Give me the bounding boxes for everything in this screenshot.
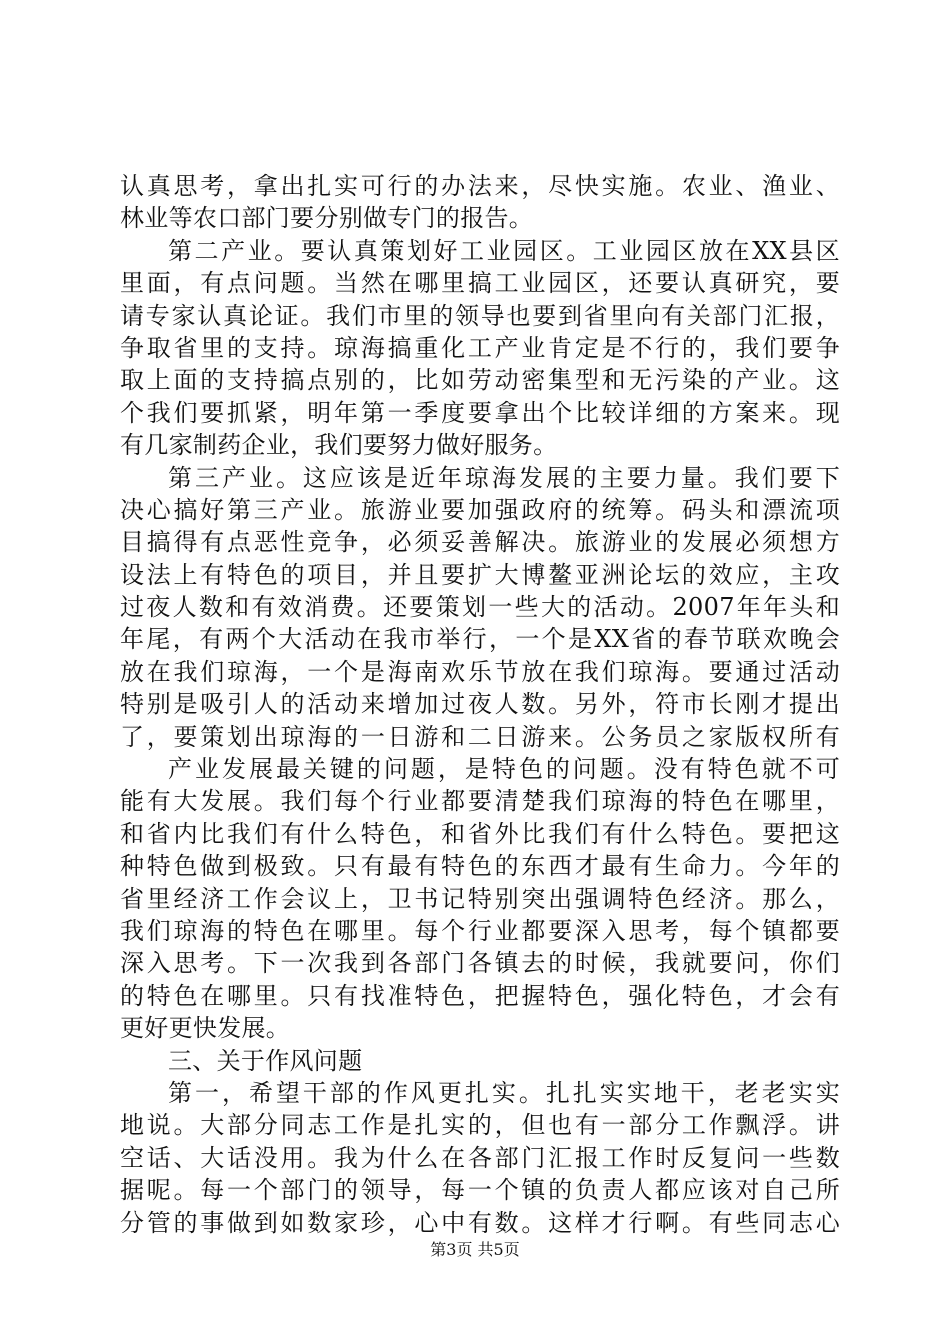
text-line: 能有大发展。我们每个行业都要清楚我们琼海的特色在哪里， bbox=[120, 787, 840, 816]
text-line: 和省内比我们有什么特色，和省外比我们有什么特色。要把这 bbox=[120, 819, 840, 848]
text-line: 省里经济工作会议上，卫书记特别突出强调特色经济。那么， bbox=[120, 884, 840, 913]
text-line: 第二产业。要认真策划好工业园区。工业园区放在XX县区 bbox=[168, 236, 840, 265]
text-line: 地说。大部分同志工作是扎实的，但也有一部分工作飘浮。讲 bbox=[120, 1111, 840, 1140]
text-line: 第一，希望干部的作风更扎实。扎扎实实地干，老老实实 bbox=[168, 1078, 840, 1107]
text-line: 请专家认真论证。我们市里的领导也要到省里向有关部门汇报， bbox=[120, 301, 840, 330]
text-line: 种特色做到极致。只有最有特色的东西才最有生命力。今年的 bbox=[120, 852, 840, 881]
text-line: 有几家制药企业，我们要努力做好服务。 bbox=[120, 431, 558, 460]
text-line: 目搞得有点恶性竞争，必须妥善解决。旅游业的发展必须想方 bbox=[120, 528, 840, 557]
text-line: 分管的事做到如数家珍，心中有数。这样才行啊。有些同志心 bbox=[120, 1208, 840, 1237]
text-line: 争取省里的支持。琼海搞重化工产业肯定是不行的，我们要争 bbox=[120, 333, 840, 362]
text-line: 空话、大话没用。我为什么在各部门汇报工作时反复问一些数 bbox=[120, 1143, 840, 1172]
text-line: 更好更快发展。 bbox=[120, 1014, 291, 1043]
text-line: 里面，有点问题。当然在哪里搞工业园区，还要认真研究，要 bbox=[120, 269, 840, 298]
text-line: 放在我们琼海，一个是海南欢乐节放在我们琼海。要通过活动 bbox=[120, 657, 840, 686]
text-line: 三、关于作风问题 bbox=[168, 1046, 363, 1075]
text-line: 过夜人数和有效消费。还要策划一些大的活动。2007年年头和 bbox=[120, 593, 840, 622]
text-line: 决心搞好第三产业。旅游业要加强政府的统筹。码头和漂流项 bbox=[120, 495, 840, 524]
text-line: 设法上有特色的项目，并且要扩大博鳌亚洲论坛的效应，主攻 bbox=[120, 560, 840, 589]
text-line: 我们琼海的特色在哪里。每个行业都要深入思考，每个镇都要 bbox=[120, 916, 840, 945]
text-line: 第三产业。这应该是近年琼海发展的主要力量。我们要下 bbox=[168, 463, 840, 492]
text-line: 个我们要抓紧，明年第一季度要拿出个比较详细的方案来。现 bbox=[120, 398, 840, 427]
text-line: 年尾，有两个大活动在我市举行，一个是XX省的春节联欢晚会 bbox=[120, 625, 840, 654]
text-line: 产业发展最关键的问题，是特色的问题。没有特色就不可 bbox=[168, 755, 840, 784]
text-line: 取上面的支持搞点别的，比如劳动密集型和无污染的产业。这 bbox=[120, 366, 840, 395]
text-line: 特别是吸引人的活动来增加过夜人数。另外，符市长刚才提出 bbox=[120, 690, 840, 719]
text-line: 据呢。每一个部门的领导，每一个镇的负责人都应该对自己所 bbox=[120, 1176, 840, 1205]
text-line: 认真思考，拿出扎实可行的办法来，尽快实施。农业、渔业、 bbox=[120, 172, 840, 200]
page-footer: 第3页 共5页 bbox=[430, 1240, 520, 1259]
text-line: 了，要策划出琼海的一日游和二日游来。公务员之家版权所有 bbox=[120, 722, 840, 751]
text-line: 林业等农口部门要分别做专门的报告。 bbox=[120, 204, 534, 233]
body-text bbox=[120, 170, 840, 1239]
text-line: 的特色在哪里。只有找准特色，把握特色，强化特色，才会有 bbox=[120, 981, 840, 1010]
text-line: 深入思考。下一次我到各部门各镇去的时候，我就要问，你们 bbox=[120, 949, 840, 978]
